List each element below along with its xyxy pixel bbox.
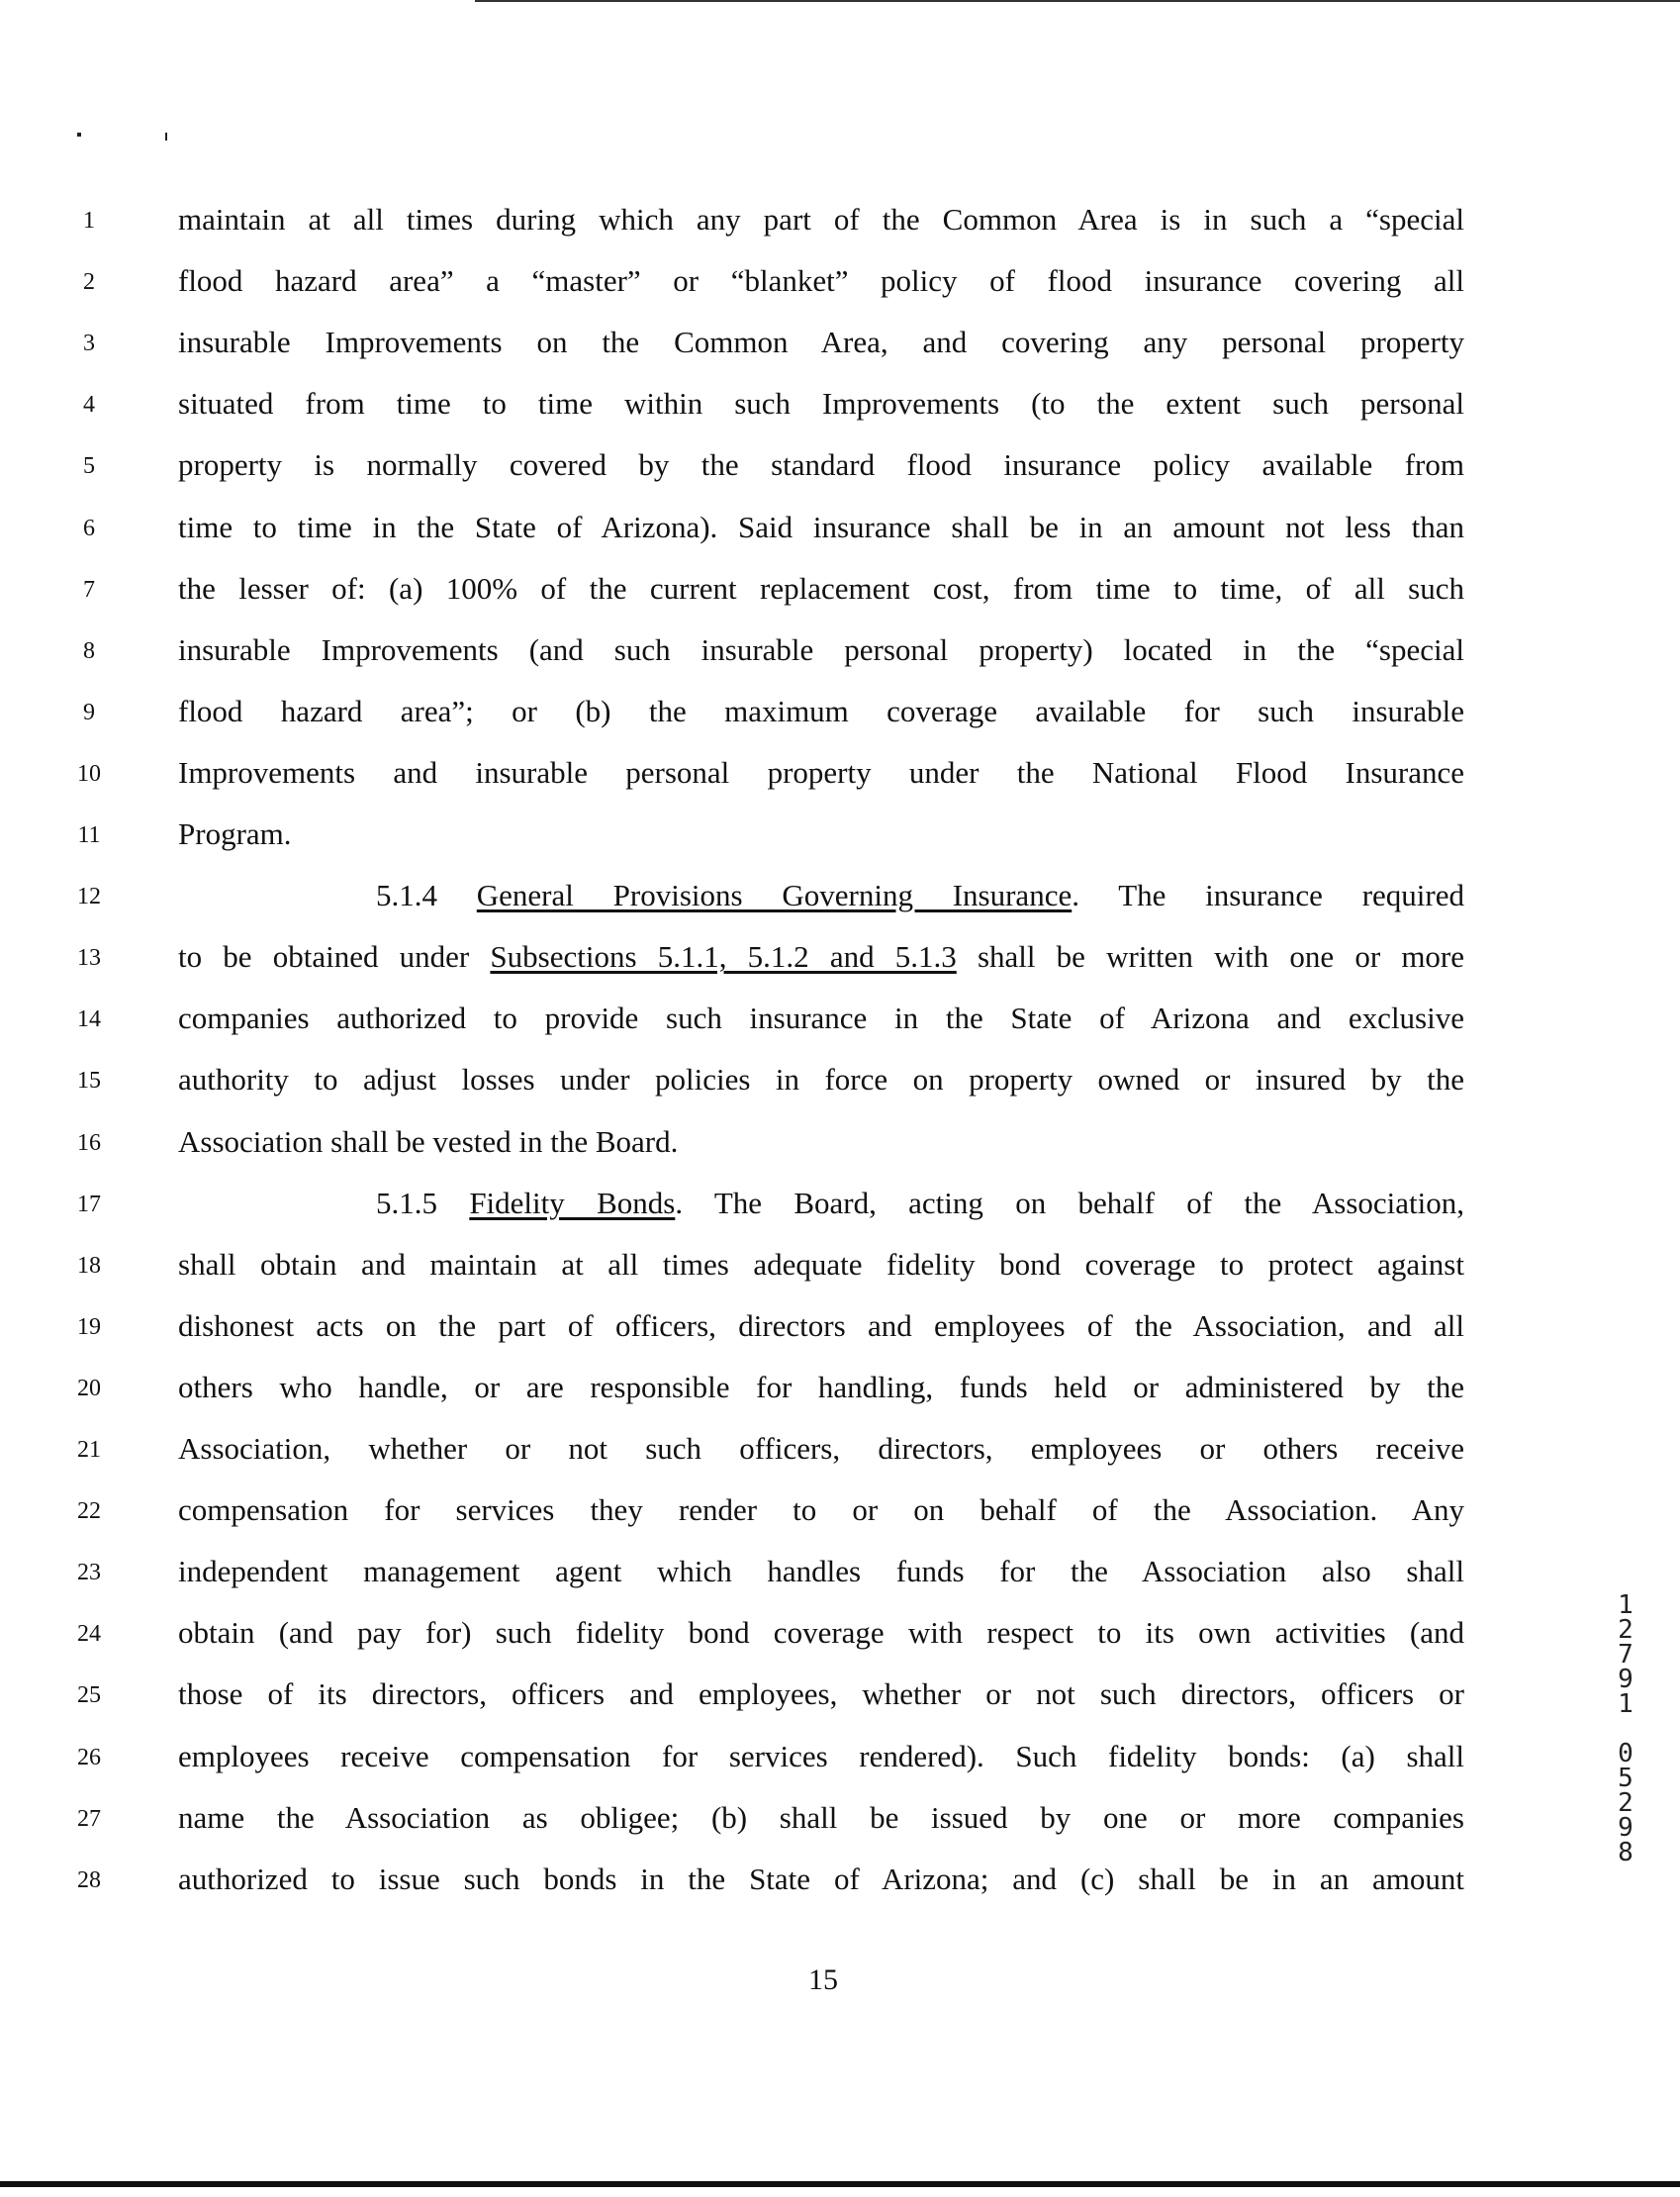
text-line: [178, 753, 1464, 793]
line-number: 21: [77, 1437, 101, 1463]
text-line: [178, 1368, 1464, 1407]
text-line: [178, 1306, 1464, 1346]
text-line: [178, 508, 1464, 547]
text-segment: flood hazard area”; or (b) the maximum coverage available for such insurable: [178, 693, 1464, 728]
text-line: [178, 692, 1464, 731]
text-line: [178, 1860, 1464, 1899]
text-segment: flood hazard area” a “master” or “blanket” policy of flood insurance covering all: [178, 263, 1464, 299]
line-number: 25: [77, 1682, 101, 1709]
scan-top-edge: [475, 0, 1680, 2]
text-segment: obtain (and pay for) such fidelity bond coverage with respect to its own activities (and: [178, 1615, 1464, 1651]
text-line: [178, 1490, 1464, 1530]
text-line: [178, 1122, 1464, 1162]
line-number: 6: [83, 515, 95, 541]
text-segment: Improvements and insurable personal property under the National Flood Insurance: [178, 754, 1464, 790]
text-segment: Program.: [178, 816, 292, 851]
text-line: [178, 323, 1464, 362]
text-line: [178, 1737, 1464, 1776]
line-number: 15: [77, 1068, 101, 1095]
stamp-digit: 8: [1618, 1838, 1633, 1867]
scan-speck: [77, 133, 81, 137]
line-number: 1: [83, 208, 95, 234]
text-line: [178, 937, 1464, 977]
line-number: 5: [83, 453, 95, 480]
text-line: [178, 1245, 1464, 1285]
line-number: 4: [83, 392, 95, 419]
underlined-heading: Fidelity Bonds: [469, 1185, 676, 1220]
line-number: 24: [77, 1621, 101, 1648]
recording-stamp: [1611, 1590, 1640, 1867]
text-segment: name the Association as obligee; (b) shall be issued by one or more companies: [178, 1799, 1464, 1835]
stamp-digit: 2: [1618, 1615, 1633, 1645]
text-segment: . The Board, acting on behalf of the Association,: [675, 1185, 1465, 1220]
stamp-digit: 7: [1618, 1640, 1633, 1670]
scan-bottom-edge: [0, 2181, 1680, 2187]
text-line: [178, 200, 1464, 239]
text-line: [178, 569, 1464, 609]
text-segment: shall obtain and maintain at all times adequate fidelity bond coverage to protect against: [178, 1246, 1464, 1282]
text-segment: to be obtained under: [178, 939, 491, 975]
page-number: 15: [808, 1963, 838, 1996]
text-segment: compensation for services they render to or on behalf of the Association. Any: [178, 1492, 1464, 1528]
text-segment: dishonest acts on the part of officers, directors and employees of the Association, and all: [178, 1307, 1464, 1343]
line-number: 26: [77, 1744, 101, 1770]
text-segment: shall be written with one or more: [956, 939, 1465, 975]
text-segment: others who handle, or are responsible for handling, funds held or administered by the: [178, 1369, 1464, 1404]
line-number: 18: [77, 1252, 101, 1279]
stamp-digit: 9: [1618, 1813, 1633, 1843]
line-number: 17: [77, 1191, 101, 1217]
line-number: 11: [77, 822, 101, 848]
line-number: 20: [77, 1375, 101, 1401]
text-line: [178, 1060, 1464, 1099]
stamp-digit: 0: [1618, 1739, 1633, 1768]
text-line: [178, 814, 1464, 854]
line-number: 2: [83, 269, 95, 296]
text-segment: companies authorized to provide such insurance in the State of Arizona and exclusive: [178, 1001, 1464, 1036]
text-segment: 5.1.5: [376, 1185, 470, 1220]
text-segment: . The insurance required: [1072, 878, 1464, 913]
line-number: 10: [77, 760, 101, 787]
text-segment: employees receive compensation for services rendered). Such fidelity bonds: (a) shall: [178, 1738, 1464, 1773]
line-number: 13: [77, 945, 101, 972]
text-segment: insurable Improvements on the Common Area, and covering any personal property: [178, 325, 1464, 360]
text-segment: 5.1.4: [376, 878, 477, 913]
scan-speck: [165, 133, 167, 141]
line-number: 16: [77, 1129, 101, 1156]
line-number: 27: [77, 1805, 101, 1832]
stamp-digit: 9: [1618, 1665, 1633, 1694]
stamp-digit: 2: [1618, 1788, 1633, 1818]
text-line: [178, 630, 1464, 670]
text-segment: independent management agent which handles funds for the Association also shall: [178, 1554, 1464, 1589]
line-number: 9: [83, 699, 95, 725]
text-segment: maintain at all times during which any part of the Common Area is in such a “special: [178, 202, 1464, 237]
text-segment: insurable Improvements (and such insurable personal property) located in the “special: [178, 631, 1464, 667]
text-line: [178, 445, 1464, 485]
text-line: [178, 384, 1464, 424]
text-line: [178, 1798, 1464, 1838]
text-line: [178, 1674, 1464, 1714]
stamp-digit: 1: [1618, 1689, 1633, 1719]
line-number: 12: [77, 884, 101, 910]
line-number: 19: [77, 1313, 101, 1340]
text-segment: property is normally covered by the standard flood insurance policy available from: [178, 447, 1464, 483]
underlined-heading: General Provisions Governing Insurance: [476, 878, 1073, 913]
text-segment: time to time in the State of Arizona). Said insurance shall be in an amount not less than: [178, 509, 1464, 544]
stamp-digit: 1: [1618, 1590, 1633, 1620]
text-line: [178, 261, 1464, 301]
stamp-digit: 5: [1618, 1764, 1633, 1793]
text-line: [178, 1552, 1464, 1591]
line-number: 22: [77, 1498, 101, 1525]
text-segment: Association, whether or not such officers, directors, employees or others receive: [178, 1431, 1464, 1466]
text-line: [178, 999, 1464, 1038]
line-number: 14: [77, 1006, 101, 1033]
line-number: 28: [77, 1866, 101, 1893]
underlined-heading: Subsections 5.1.1, 5.1.2 and 5.1.3: [490, 939, 957, 975]
line-number: 23: [77, 1560, 101, 1586]
line-number: 8: [83, 637, 95, 664]
text-segment: authorized to issue such bonds in the State of Arizona; and (c) shall be in an amount: [178, 1861, 1464, 1896]
line-number: 7: [83, 576, 95, 603]
text-segment: authority to adjust losses under policies in force on property owned or insured by the: [178, 1062, 1464, 1098]
text-segment: the lesser of: (a) 100% of the current replacement cost, from time to time, of all such: [178, 570, 1464, 606]
text-segment: those of its directors, officers and employees, whether or not such directors, officers or: [178, 1676, 1464, 1712]
line-number: 3: [83, 331, 95, 357]
text-line: [178, 1184, 1464, 1223]
text-line: [178, 1429, 1464, 1469]
text-line: [178, 1613, 1464, 1653]
text-segment: Association shall be vested in the Board.: [178, 1123, 679, 1159]
text-line: [178, 876, 1464, 915]
text-segment: situated from time to time within such Improvements (to the extent such personal: [178, 386, 1464, 422]
